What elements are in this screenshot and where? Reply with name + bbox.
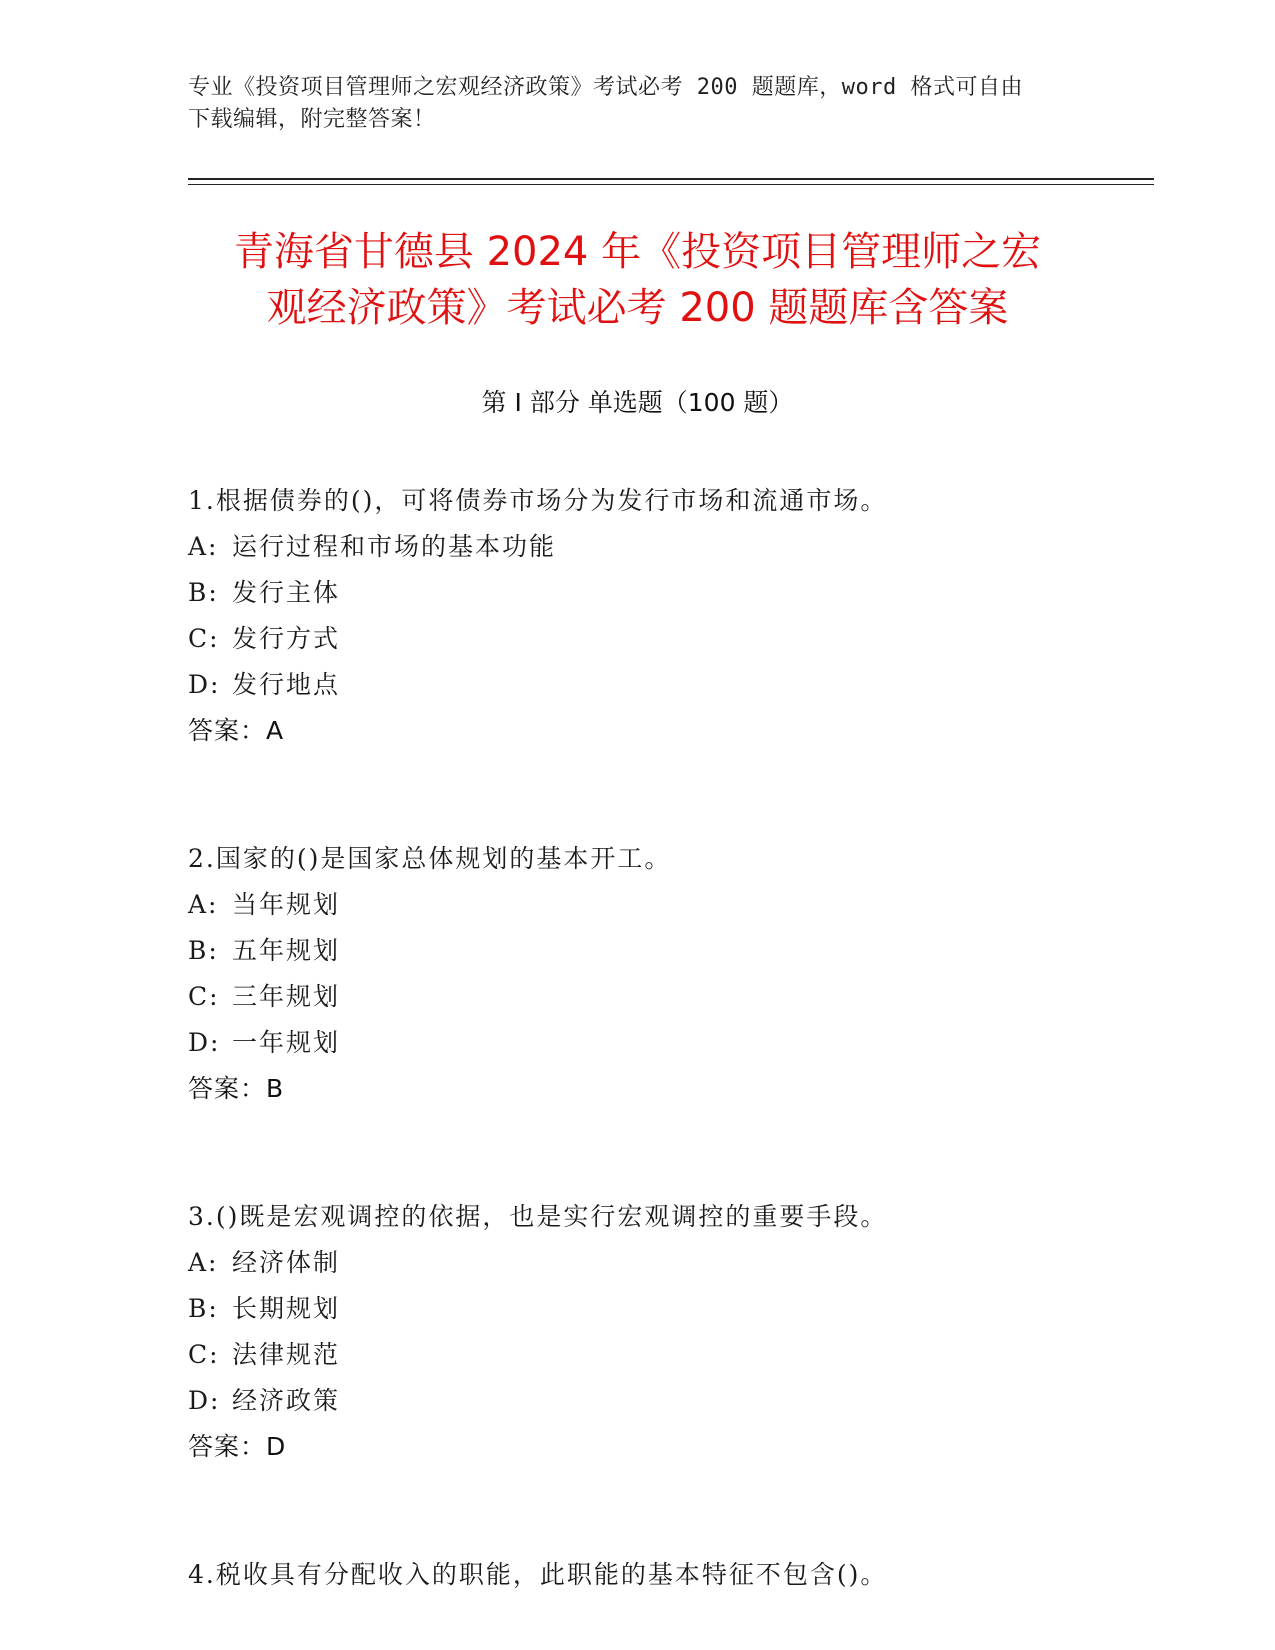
option-text: 一年规划 [232, 1028, 341, 1057]
option-text: 发行方式 [232, 624, 341, 653]
option-text: 发行地点 [232, 670, 341, 699]
question-list [188, 478, 1148, 1598]
option-text: 三年规划 [232, 982, 341, 1011]
option-letter: A: [188, 890, 219, 919]
header-note-line2: 下载编辑，附完整答案！ [188, 107, 436, 132]
option-d [188, 1378, 1148, 1424]
answer-line: 答案：A [188, 716, 285, 745]
option-text: 法律规范 [232, 1340, 341, 1369]
option-c [188, 1332, 1148, 1378]
option-letter: C: [188, 982, 220, 1011]
question-stem: 1.根据债券的()，可将债券市场分为发行市场和流通市场。 [188, 486, 888, 515]
document-title-line2: 观经济政策》考试必考 200 题题库含答案 [266, 285, 1009, 331]
option-a [188, 882, 1148, 928]
option-d [188, 1020, 1148, 1066]
option-d [188, 662, 1148, 708]
option-text: 经济政策 [232, 1386, 341, 1415]
question-2 [188, 836, 1148, 1112]
option-b [188, 570, 1148, 616]
question-4 [188, 1552, 1148, 1598]
option-letter: B: [188, 578, 219, 607]
option-letter: D: [188, 1386, 221, 1415]
option-c [188, 974, 1148, 1020]
question-3 [188, 1194, 1148, 1470]
answer-line: 答案：D [188, 1432, 287, 1461]
option-letter: D: [188, 670, 221, 699]
option-text: 当年规划 [232, 890, 341, 919]
option-letter: A: [188, 1248, 219, 1277]
document-title [150, 224, 1125, 336]
header-divider-thin [188, 184, 1154, 185]
question-stem: 2.国家的()是国家总体规划的基本开工。 [188, 844, 672, 873]
question-spacer [188, 1470, 1148, 1552]
option-letter: D: [188, 1028, 221, 1057]
option-letter: A: [188, 532, 219, 561]
header-note [188, 72, 1068, 136]
question-spacer [188, 1112, 1148, 1194]
option-c [188, 616, 1148, 662]
section-title: 第 I 部分 单选题（100 题） [481, 388, 794, 417]
answer-line: 答案：B [188, 1074, 285, 1103]
option-text: 长期规划 [232, 1294, 341, 1323]
option-letter: C: [188, 1340, 220, 1369]
question-stem: 3.()既是宏观调控的依据，也是实行宏观调控的重要手段。 [188, 1202, 888, 1231]
option-text: 经济体制 [232, 1248, 341, 1277]
question-1 [188, 478, 1148, 754]
option-text: 发行主体 [232, 578, 341, 607]
question-stem: 4.税收具有分配收入的职能，此职能的基本特征不包含()。 [188, 1560, 888, 1589]
question-spacer [188, 754, 1148, 836]
document-title-line1: 青海省甘德县 2024 年《投资项目管理师之宏 [233, 229, 1042, 275]
option-b [188, 928, 1148, 974]
option-b [188, 1286, 1148, 1332]
option-text: 五年规划 [232, 936, 341, 965]
header-note-line1: 专业《投资项目管理师之宏观经济政策》考试必考 200 题题库，word 格式可自由 [188, 75, 1023, 100]
option-letter: C: [188, 624, 220, 653]
option-letter: B: [188, 936, 219, 965]
header-divider-thick [188, 178, 1154, 180]
option-letter: B: [188, 1294, 219, 1323]
option-a [188, 524, 1148, 570]
option-a [188, 1240, 1148, 1286]
option-text: 运行过程和市场的基本功能 [232, 532, 557, 561]
